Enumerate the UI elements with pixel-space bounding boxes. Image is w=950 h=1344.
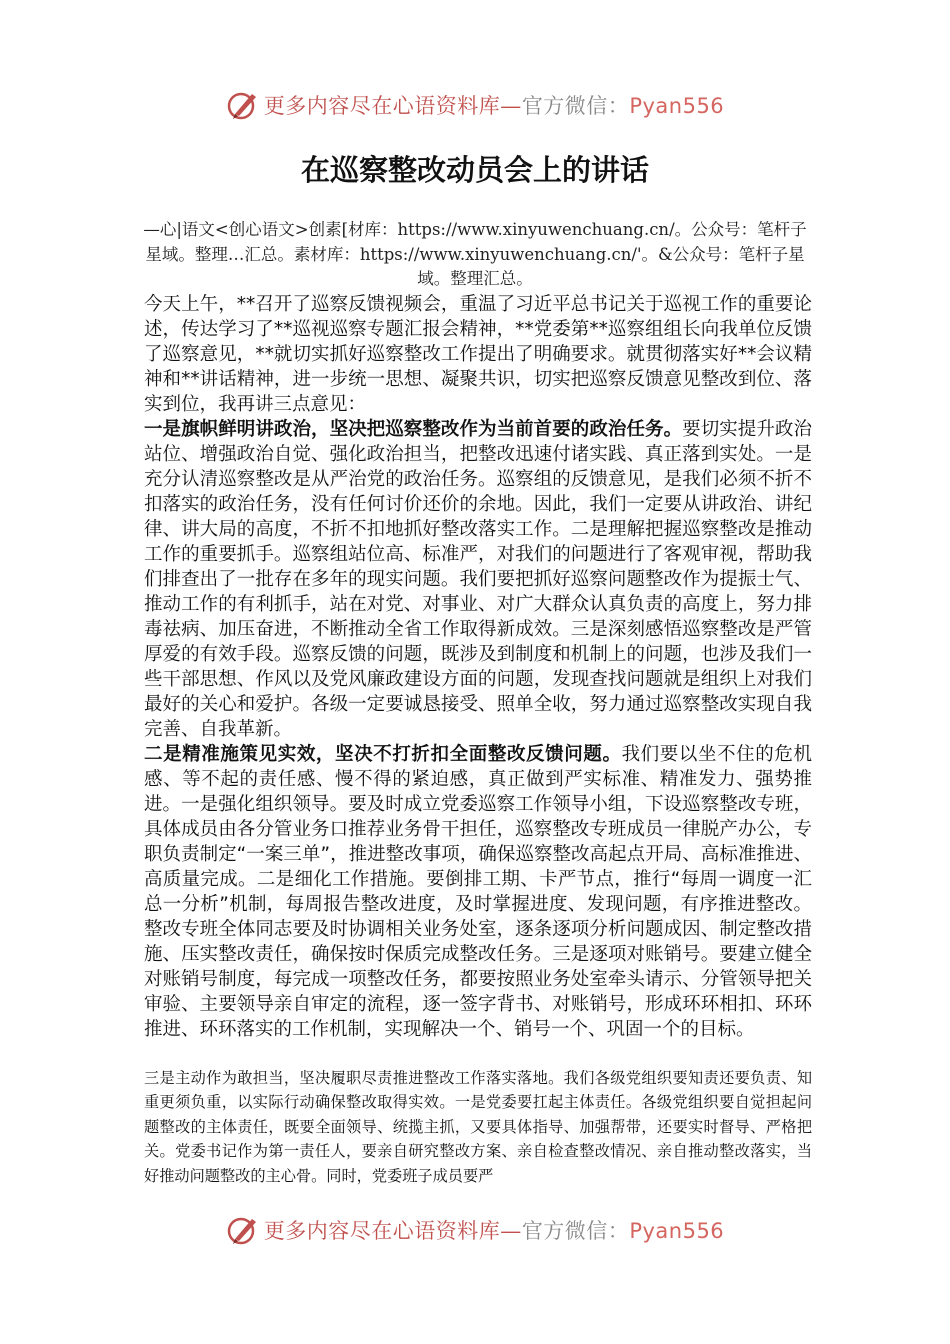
banner-text: 更多内容尽在心语资料库—官方微信：Pyan556: [263, 1219, 725, 1243]
banner-text: 更多内容尽在心语资料库—官方微信：Pyan556: [263, 94, 725, 118]
section-2-paragraph: [144, 742, 812, 1042]
section-3-paragraph: 三是主动作为敢担当，坚决履职尽责推进整改工作落实落地。我们各级党组织要知责还要负责、知重更须负重，以实际行动确保整改取得实效。一是党委要扛起主体责任。各级党组织要自觉担起问题整改的主体责任，既要全面领导、统揽主抓，又要具体指导、加强帮带，还要实时督导、严格把关。党委书记作为第一责任人，要亲自研究整改方案、亲自检查整改情况、亲自推动整改落实，当好推动问题整改的主心骨。同时，党委班子成员要严: [144, 1069, 812, 1185]
intro-paragraph: 今天上午，**召开了巡察反馈视频会，重温了习近平总书记关于巡视工作的重要论述，传达学习了**巡视巡察专题汇报会精神，**党委第**巡察组组长向我单位反馈了巡察意见，**就切实抓好巡察整改工作提出了明确要求。就贯彻落实好**会议精神和**讲话精神，进一步统一思想、凝聚共识，切实把巡察反馈意见整改到位、落实到位，我再讲三点意见：: [144, 294, 812, 415]
section-2-heading: 二是精准施策见实效，坚决不打折扣全面整改反馈问题。: [144, 744, 622, 765]
section-1-heading: 一是旗帜鲜明讲政治，坚决把巡察整改作为当前首要的政治任务。: [144, 419, 683, 440]
section-1-paragraph: [144, 417, 812, 742]
section-1-body: 要切实提升政治站位、增强政治自觉、强化政治担当，把整改迅速付诸实践、真正落到实处。一是充分认清巡察整改是从严治党的政治任务。巡察组的反馈意见，是我们必须不折不扣落实的政治任务，没有任何讨价还价的余地。因此，我们一定要从讲政治、讲纪律、讲大局的高度，不折不扣地抓好整改落实工作。二是理解把握巡察整改是推动工作的重要抓手。巡察组站位高、标准严，对我们的问题进行了客观审视，帮助我们排查出了一批存在多年的现实问题。我们要把抓好巡察问题整改作为提振士气、推动工作的有利抓手，站在对党、对事业、对广大群众认真负责的高度上，努力排毒祛病、加压奋进，不断推动全省工作取得新成效。三是深刻感悟巡察整改是严管厚爱的有效手段。巡察反馈的问题，既涉及到制度和机制上的问题，也涉及我们一些干部思想、作风以及党风廉政建设方面的问题，发现查找问题就是组织上对我们最好的关心和爱护。各级一定要诚恳接受、照单全收，努力通过巡察整改实现自我完善、自我革新。: [144, 419, 812, 740]
source-line: —心|语文<创心语文>创素[材库：https://www.xinyuwenchuang.cn/。公众号：笔杆子星域。整理…汇总。素材库：https://www.xinyuwenchuang.cn/'。&公众号：笔杆子星域。整理汇总。: [143, 220, 807, 288]
pen-circle-icon: [226, 88, 260, 122]
document-body: [144, 292, 812, 1042]
footer-banner: [0, 1210, 950, 1250]
document-title: 在巡察整改动员会上的讲话: [300, 153, 649, 187]
section-2-body: 我们要以坐不住的危机感、等不起的责任感、慢不得的紧迫感，真正做到严实标准、精准发力、强势推进。一是强化组织领导。要及时成立党委巡察工作领导小组，下设巡察整改专班，具体成员由各分管业务口推荐业务骨干担任，巡察整改专班成员一律脱产办公，专职负责制定“一案三单”，推进整改事项，确保巡察整改高起点开局、高标准推进、高质量完成。二是细化工作措施。要倒排工期、卡严节点，推行“每周一调度一汇总一分析”机制，每周报告整改进度，及时掌握进度、发现问题，有序推进整改。整改专班全体同志要及时协调相关业务处室，逐条逐项分析问题成因、制定整改措施、压实整改责任，确保按时保质完成整改任务。三是逐项对账销号。要建立健全对账销号制度，每完成一项整改任务，都要按照业务处室牵头请示、分管领导把关审验、主要领导亲自审定的流程，逐一签字背书、对账销号，形成环环相扣、环环推进、环环落实的工作机制，实现解决一个、销号一个、巩固一个的目标。: [144, 744, 812, 1040]
section-3-block: [144, 1066, 812, 1188]
pen-circle-icon: [226, 1213, 260, 1247]
header-banner: [0, 85, 950, 125]
